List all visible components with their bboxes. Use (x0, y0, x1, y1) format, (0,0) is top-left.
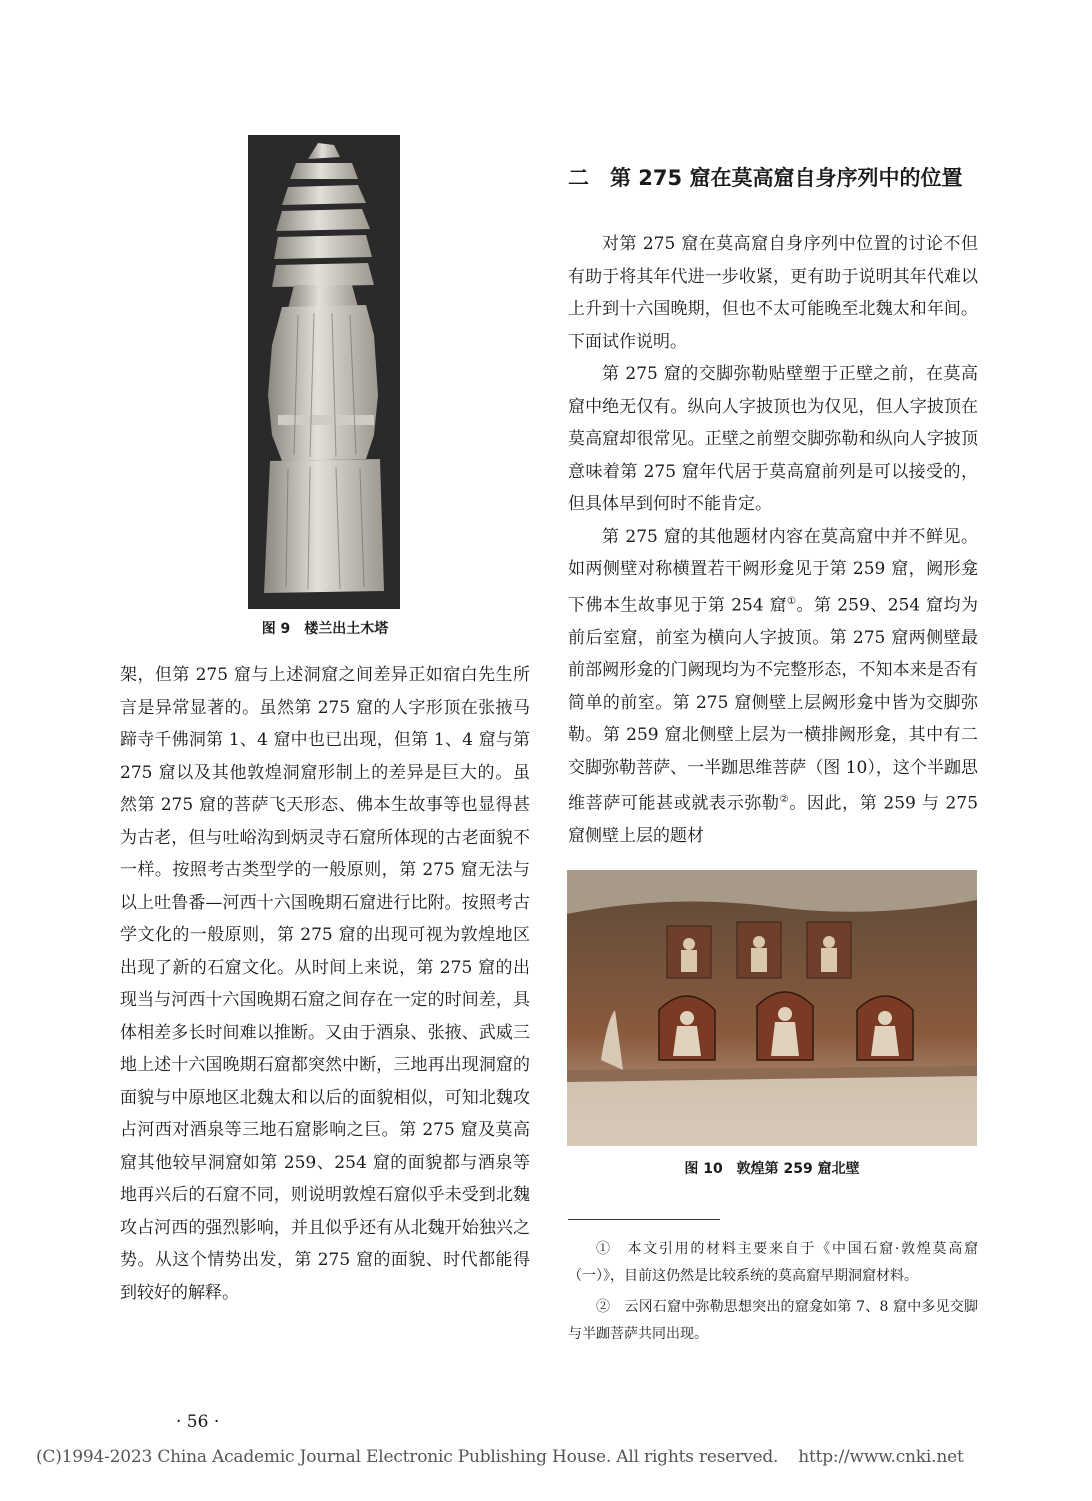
footnote-ref-1[interactable]: ① (787, 595, 797, 607)
paragraph-3-part-b: 。第 259、254 窟均为前后室窟，前室为横向人字披顶。第 275 窟两侧壁最前部阙形龛的门阙现均为不完整形态，不知本来是否有简单的前室。第 275 窟侧壁上层阙形龛中皆为交脚弥勒。第 259 窟北侧壁上层为一横排阙形龛，其中有二交脚弥勒菩萨、一半跏思维菩萨（图 10），这个半跏思维菩萨可能甚或就表示弥勒 (568, 595, 979, 814)
section-heading: 二 第 275 窟在莫高窟自身序列中的位置 (568, 166, 963, 190)
paragraph-3-part-a: 第 275 窟的其他题材内容在莫高窟中并不鲜见。如两侧壁对称横置若干阙形龛见于第 259 窟，阙形龛下佛本生故事见于第 254 窟 (568, 526, 978, 616)
paragraph-2: 第 275 窟的交脚弥勒贴壁塑于正壁之前，在莫高窟中绝无仅有。纵向人字披顶也为仅见，但人字披顶在莫高窟却很常见。正壁之前塑交脚弥勒和纵向人字披顶意味着第 275 窟年代居于莫高窟前列是可以接受的，但具体早到何时不能肯定。 (568, 364, 978, 514)
left-column-paragraph: 架，但第 275 窟与上述洞窟之间差异正如宿白先生所言是异常显著的。虽然第 275 窟的人字形顶在张掖马蹄寺千佛洞第 1、4 窟中也已出现，但第 1、4 窟与第 275 窟以及其他敦煌洞窟形制上的差异是巨大的。虽然第 275 窟的菩萨飞天形态、佛本生故事等也显得甚为古老，但与吐峪沟到炳灵寺石窟所体现的古老面貌不一样。按照考古类型学的一般原则，第 275 窟无法与以上吐鲁番—河西十六国晚期石窟进行比附。按照考古学文化的一般原则，第 275 窟的出现可视为敦煌地区出现了新的石窟文化。从时间上来说，第 275 窟的出现当与河西十六国晚期石窟之间存在一定的时间差，具体相差多长时间难以推断。又由于酒泉、张掖、武威三地上述十六国晚期石窟都突然中断，三地再出现洞窟的面貌与中原地区北魏太和以后的面貌相似，可知北魏攻占河西对酒泉等三地石窟影响之巨。第 275 窟及莫高窟其他较早洞窟如第 259、254 窟的面貌都与酒泉等地再兴后的石窟不同，则说明敦煌石窟似乎未受到北魏攻占河西的强烈影响，并且似乎还有从北魏开始独兴之势。从这个情势出发，第 275 窟的面貌、时代都能得到较好的解释。 (120, 665, 530, 1303)
copyright-notice (36, 1447, 964, 1467)
wooden-pagoda-image (248, 135, 400, 609)
left-column (120, 659, 530, 1309)
page-number: · 56 · (176, 1412, 220, 1432)
cave-259-north-wall-image (567, 870, 977, 1146)
figure-9-caption: 图 9 楼兰出土木塔 (261, 621, 389, 637)
copyright-text: (C)1994-2023 China Academic Journal Electronic Publishing House. All rights reserved. (36, 1447, 779, 1467)
paragraph-1: 对第 275 窟在莫高窟自身序列中位置的讨论不但有助于将其年代进一步收紧，更有助于说明其年代难以上升到十六国晚期，但也不太可能晚至北魏太和年间。下面试作说明。 (568, 234, 978, 352)
footnote-ref-2[interactable]: ② (779, 794, 790, 806)
paragraph-3-part-c: 。因此，第 259 与 275 窟侧壁上层的题材 (568, 793, 979, 847)
right-column (568, 228, 978, 853)
figure-10-cave-wall-photo (567, 870, 977, 1146)
footnote-2: ② 云冈石窟中弥勒思想突出的窟龛如第 7、8 窟中多见交脚与半跏菩萨共同出现。 (568, 1299, 978, 1342)
copyright-url[interactable]: http://www.cnki.net (798, 1447, 964, 1467)
footnote-1: ① 本文引用的材料主要来自于《中国石窟·敦煌莫高窟（一）》，目前这仍然是比较系统的莫高窟早期洞窟材料。 (568, 1241, 978, 1284)
figure-10-caption: 图 10 敦煌第 259 窟北壁 (684, 1161, 860, 1177)
paragraph-3 (568, 521, 978, 853)
footnotes (568, 1236, 978, 1352)
figure-9-wooden-pagoda-photo (248, 135, 400, 609)
footnote-divider (568, 1219, 720, 1220)
